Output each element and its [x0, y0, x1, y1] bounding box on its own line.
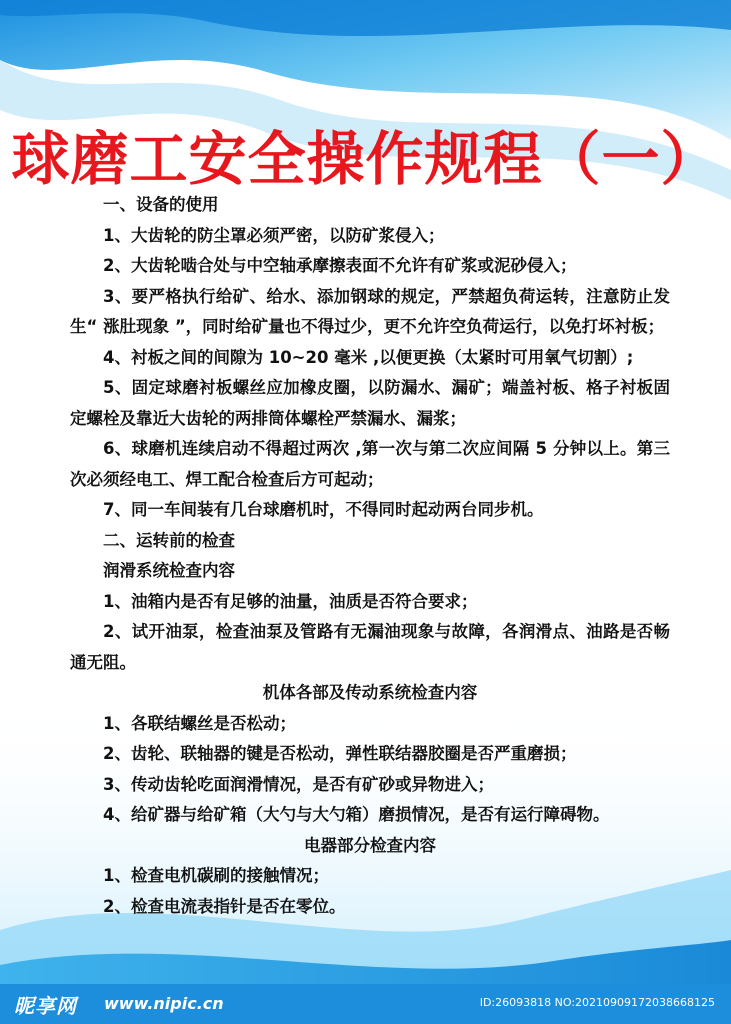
paragraph: 7、同一车间装有几台球磨机时，不得同时起动两台同步机。: [103, 500, 544, 519]
watermark-logo: 昵享网: [14, 994, 77, 1018]
paragraph: 4、衬板之间的间隙为 10~20 毫米 ,以便更换（太紧时可用氧气切割）;: [103, 347, 634, 367]
watermark-url: www.nipic.cn: [104, 994, 224, 1013]
paragraph: 3、传动齿轮吃面润滑情况，是否有矿砂或异物进入；: [103, 774, 494, 794]
paragraph: 一、设备的使用: [103, 195, 219, 214]
paragraph: 1、油箱内是否有足够的油量，油质是否符合要求；: [103, 591, 478, 611]
paragraph: 1、检查电机碳刷的接触情况；: [103, 866, 329, 885]
subsection-heading: 润滑系统检查内容: [103, 561, 235, 580]
paragraph: 6、球磨机连续启动不得超过两次 ,第一次与第二次应间隔 5 分钟以上。第三次必须经电工、焊工配合检查后方可起动；: [70, 439, 670, 489]
paragraph: 5、固定球磨衬板螺丝应加橡皮圈，以防漏水、漏矿；端盖衬板、格子衬板固定螺栓及靠近大齿轮的两排筒体螺栓严禁漏水、漏浆；: [70, 378, 670, 428]
paragraph: 2、试开油泵，检查油泵及管路有无漏油现象与故障，各润滑点、油路是否畅通无阻。: [70, 622, 670, 672]
section-heading: 二、运转前的检查: [103, 530, 235, 550]
image-id-label: ID:26093818 NO:20210909172038668125: [479, 996, 715, 1009]
paragraph: 1、各联结螺丝是否松动；: [103, 713, 296, 733]
paragraph: 2、大齿轮啮合处与中空轴承摩擦表面不允许有矿浆或泥砂侵入；: [103, 256, 577, 275]
page-title: 球磨工安全操作规程（一）: [11, 125, 720, 193]
paragraph: 3、要严格执行给矿、给水、添加钢球的规定，严禁超负荷运转，注意防止发生“ 涨肚现象 ”，同时给矿量也不得过少，更不允许空负荷运行，以免打坏衬板；: [70, 286, 670, 336]
paragraph: 2、检查电流表指针是否在零位。: [103, 896, 346, 916]
paragraph: 4、给矿器与给矿箱（大勺与大勺箱）磨损情况，是否有运行障碍物。: [103, 805, 610, 824]
regulation-body: [70, 190, 670, 922]
paragraph: 1、大齿轮的防尘罩必须严密，以防矿浆侵入；: [103, 225, 445, 245]
paragraph: 2、齿轮、联轴器的键是否松动，弹性联结器胶圈是否严重磨损；: [103, 744, 577, 763]
subsection-heading: 电器部分检查内容: [304, 835, 436, 855]
subsection-heading: 机体各部及传动系统检查内容: [262, 683, 478, 702]
